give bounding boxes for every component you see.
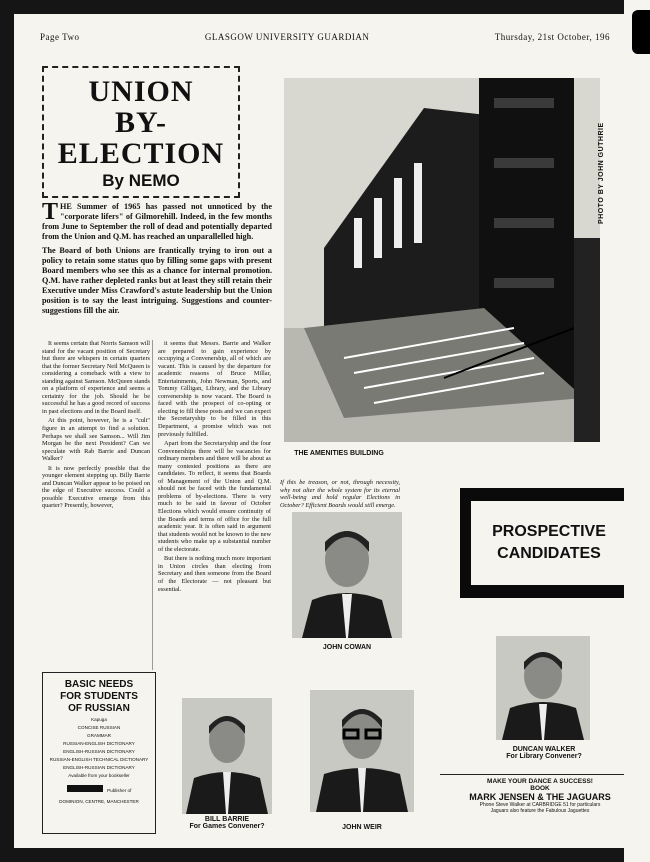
portrait-image [182,698,272,814]
column-paragraph: it seems that Messrs. Barrie and Walker are prepared to gain experience by occupying a Convenership, all of which are vacant. This is caused by the departure for academic reasons of Bruce Millar, Entertainments, John Newman, Sports, and Tommy Gilligan, Library, and the Library convenership is now vacant. The Board is faced with the prospect of co-opting or electing to fill these posts and we can expect the Secretaryship to be filled in this Department, a promise which was not previously fulfilled. [158,340,271,438]
role-bill-barrie: For Games Convener? [189,823,265,830]
article-intro [42,199,272,320]
headline-line: BY- [115,106,167,139]
ad-headline [43,679,155,715]
column-paragraph: Apart from the Secretaryship and the four Convenerships there will be vacancies for ordinary members and there will be about as many contested positions as there are candidates. To reflect, it seems that Boards of Management of the Union and Q.M. should not be faced with the fundamental problems of by-elections. There is very much to be said in favour of October Elections which would ensure continuity of the Boards and terms of office for the full academic year. It is often said in argument that students would not be known to the new students who make up a substantial number of the electorate. [158,440,271,553]
portrait-bill-barrie [182,698,272,814]
name-bill-barrie: BILL BARRIE [204,816,250,823]
dance-tagline: MAKE YOUR DANCE A SUCCESS! [440,774,626,785]
ad-headline-line: BASIC NEEDS [64,679,134,690]
issue-date: Thursday, 21st October, 196 [494,32,610,42]
drop-cap: T [42,199,59,225]
name-duncan-walker: DUNCAN WALKER [512,746,576,753]
headline-box [42,66,240,198]
page-header [40,32,610,52]
page-edge [624,0,650,862]
ad-line: Available from your bookseller [68,773,130,778]
band-name: MARK JENSEN & THE JAGUARS [469,792,611,802]
portrait-john-cowan [292,512,402,638]
ad-address: DOMINION, CENTRE, MANCHESTER [59,799,139,804]
candidates-line: PROSPECTIVE [492,523,606,540]
ad-line: GRAMMAR [87,733,111,738]
headline-line: UNION [88,75,194,108]
intro-paragraph: The Board of both Unions are frantically trying to iron out a policy to retain some status quo by filling some gaps with present Board members who see this as a chance for internal promotion. Q.M. have rather depleted ranks but at least they still retain their Executive under Miss Crawford's astute leadership but the Union position is to say the least intriguing. Suggestions and counter-suggestions fill the air. [42,246,272,315]
caption-bill-barrie [170,816,284,830]
candidates-title [471,501,626,585]
portrait-duncan-walker [496,636,590,740]
portrait-john-weir [310,690,414,812]
portrait-image [496,636,590,740]
ad-footer [43,779,155,797]
ad-headline-line: OF RUSSIAN [68,703,130,714]
binding-tab [632,10,650,54]
headline-line: ELECTION [57,137,225,170]
publisher-logo [67,785,103,792]
masthead: GLASGOW UNIVERSITY GUARDIAN [204,32,370,42]
ad-line: ENGLISH-RUSSIAN DICTIONARY [63,749,135,754]
ad-headline-line: FOR STUDENTS [60,691,138,702]
candidates-line: CANDIDATES [497,545,601,562]
photo-caption: THE AMENITIES BUILDING [294,450,384,457]
column-divider [152,340,153,670]
dance-book: BOOK [530,785,550,792]
column-paragraph: But there is nothing much more important in Union circles than electing from Secretary and then someone from the Board of the Electorate — not pleasant but essential. [158,555,271,593]
role-duncan-walker: For Library Convener? [506,753,582,760]
ad-line: RUSSIAN-ENGLISH DICTIONARY [63,741,135,746]
amenities-building-photo [284,78,600,442]
portrait-image [292,512,402,638]
newspaper-page [14,14,626,848]
column-paragraph: At this point, however, he is a "cult" figure in an attempt to find a solution. Perhaps we shall see Samson... Will Jim Morgan be the next President? Can we speculate with Rab Barrie and Duncan Walker? [42,417,150,463]
building-illustration [284,78,600,442]
dance-note: Jaguars also feature the Fabulous Jaguettes [490,808,590,814]
article-column-2 [158,340,271,595]
headline [44,76,238,169]
portrait-image [310,690,414,812]
closing-paragraph: If this be treason, or not, through necessity, why not alter the whole system for its eternal well-being and hold regular Elections in October? Efficient Boards would still emerge. [280,479,400,509]
photo-credit: PHOTO BY JOHN GUTHRIE [598,122,605,224]
ad-line: ENGLISH-RUSSIAN DICTIONARY [63,765,135,770]
article-column-3 [280,474,400,511]
ad-line: Publisher of [107,788,132,793]
dance-contact: Phone Steve Walker at CARBRIDGE 51 for particulars [479,802,601,808]
byline: By NEMO [102,171,180,190]
russian-books-advert [42,672,156,834]
column-paragraph: It is now perfectly possible that the younger element stepping up. Billy Barrie and Duncan Walker appear to be poised on the edge of Executive success. Could a possible Executive emerge from this quarter? Presently, however, [42,464,150,510]
column-paragraph: It seems certain that Norris Samson will stand for the vacant position of Secretary but there are whispers in certain quarters that the former Secretary Neil McQueen is considering a comeback with a view to standing against Samson. McQueen stands on a platform of experience and seems a certainty for the job. Should he be successful he has a good record of success in past elections and in the Board itself. [42,340,150,415]
ad-line: Kapuga [91,717,107,722]
caption-duncan-walker [482,746,606,760]
name-john-weir: JOHN WEIR [342,824,382,831]
candidates-box [460,488,626,598]
intro-text: HE Summer of 1965 has passed not unnoticed by the "corporate lifers" of Gilmorehill. Indeed, in the few months from June to September the roll of dead and potentially departed from the Union and Q.M. has reached an unparallelled high. [42,202,272,241]
ad-line: RUSSIAN-ENGLISH TECHNICAL DICTIONARY [49,757,149,762]
page-number: Page Two [40,32,80,42]
dance-band-advert [440,774,626,834]
name-john-cowan: JOHN COWAN [322,644,372,651]
intro-paragraph [42,199,272,242]
ad-line: CONCISE RUSSIAN [77,725,121,730]
article-column-1 [42,340,150,512]
